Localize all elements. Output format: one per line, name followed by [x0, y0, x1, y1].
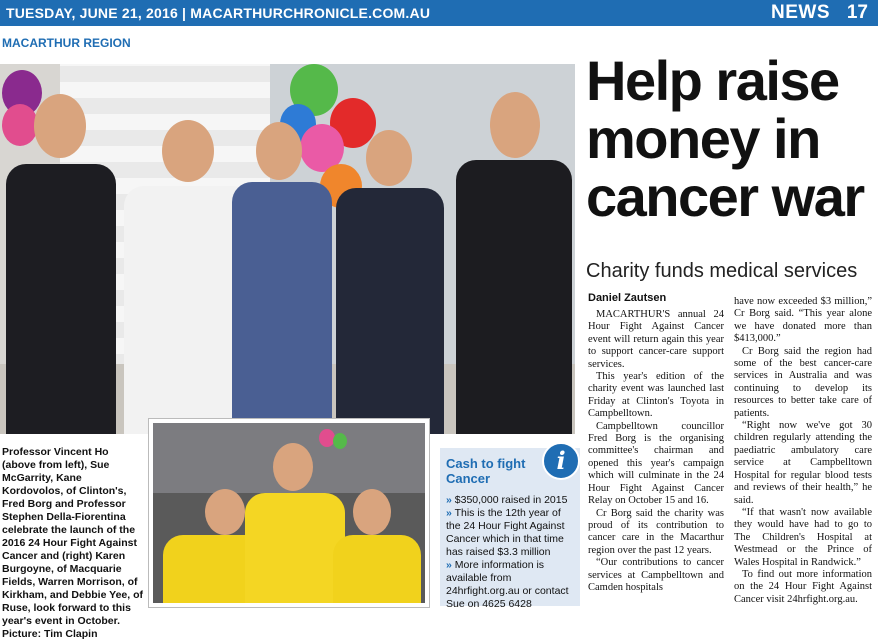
article-subheadline: Charity funds medical services	[586, 260, 858, 282]
paragraph: Campbelltown councillor Fred Borg is the organising committee's chairman and opened this year's campaign which will culminate in the 24 Hour Fight Against Cancer Relay on October 15 and 16.	[588, 420, 724, 507]
section-label: NEWS	[771, 2, 830, 23]
paragraph: “If that wasn't now available they would have had to go to The Children's Hospital at Westmead or the Prince of Wales Hospital in Randwick.”	[734, 506, 872, 568]
main-photo	[0, 64, 575, 434]
balloon	[333, 433, 347, 449]
fact-box	[440, 446, 580, 610]
inset-photo	[148, 418, 430, 608]
paragraph: “Our contributions to cancer services at Campbelltown and Camden hospitals	[588, 557, 724, 593]
paragraph: Cr Borg said the region had some of the best cancer-care services in Australia and was continuing to develop its resources to better take care of patients.	[734, 345, 872, 419]
inset-photo-scene	[153, 423, 425, 603]
article-byline: Daniel Zautsen	[588, 292, 667, 304]
article-headline: Help raise money in cancer war	[586, 49, 864, 228]
balloon	[2, 104, 38, 146]
caption-text: Professor Vincent Ho (above from left), Sue McGarrity, Kane Kordovolos, of Clinton's, Fred Borg and Professor Stephen Della-Fiorentina celebrate the launch of the 2016 24 Hour Fight Against Cancer and (right) Karen Burgoyne, of Macquarie Fields, Warren Morrison, of Kirkham, and Debbie Yee, of Ruse, look forward to this year's event in October.	[2, 446, 144, 627]
fact-item: » $350,000 raised in 2015	[446, 494, 568, 506]
page-header-bar	[0, 0, 878, 26]
fact-item: » This is the 12th year of the 24 Hour Fight Against Cancer which in that time has raised $3.3 million	[446, 507, 565, 558]
paragraph: have now exceeded $3 million,” Cr Borg said. “This year alone we have donated more than $413,000.”	[734, 296, 872, 345]
photo-credit: Picture: Tim Clapin	[2, 628, 98, 640]
page-number: 17	[846, 2, 868, 23]
paragraph: “Right now we've got 30 children regularly attending the paediatric ambulatory care service at Campbelltown Hospital for regular blood tests and reviews of their health,” he said.	[734, 420, 872, 506]
paragraph: To find out more information on the 24 Hour Fight Against Cancer visit 24hrfight.org.au.	[734, 568, 872, 605]
fact-box-title: Cash to fight Cancer	[446, 456, 526, 486]
photo-caption	[2, 446, 144, 641]
paragraph: Cr Borg said the charity was proud of its contribution to cancer care in the Macarthur region over the past 12 years.	[588, 507, 724, 556]
article-column-1	[588, 309, 724, 594]
fact-item: » More information is available from 24hrfight.org.au or contact Sue on 4625 6428	[446, 559, 569, 610]
fact-box-items	[446, 494, 578, 611]
dateline: TUESDAY, JUNE 21, 2016 | MACARTHURCHRONICLE.COM.AU	[6, 5, 431, 21]
paragraph: MACARTHUR'S annual 24 Hour Fight Against Cancer event will return again this year to support cancer-care support services.	[588, 309, 724, 370]
paragraph: This year's edition of the charity event was launched last Friday at Clinton's Toyota in Campbelltown.	[588, 371, 724, 420]
region-label: MACARTHUR REGION	[2, 36, 131, 50]
article-column-2	[734, 296, 872, 606]
info-icon: i	[542, 442, 580, 480]
